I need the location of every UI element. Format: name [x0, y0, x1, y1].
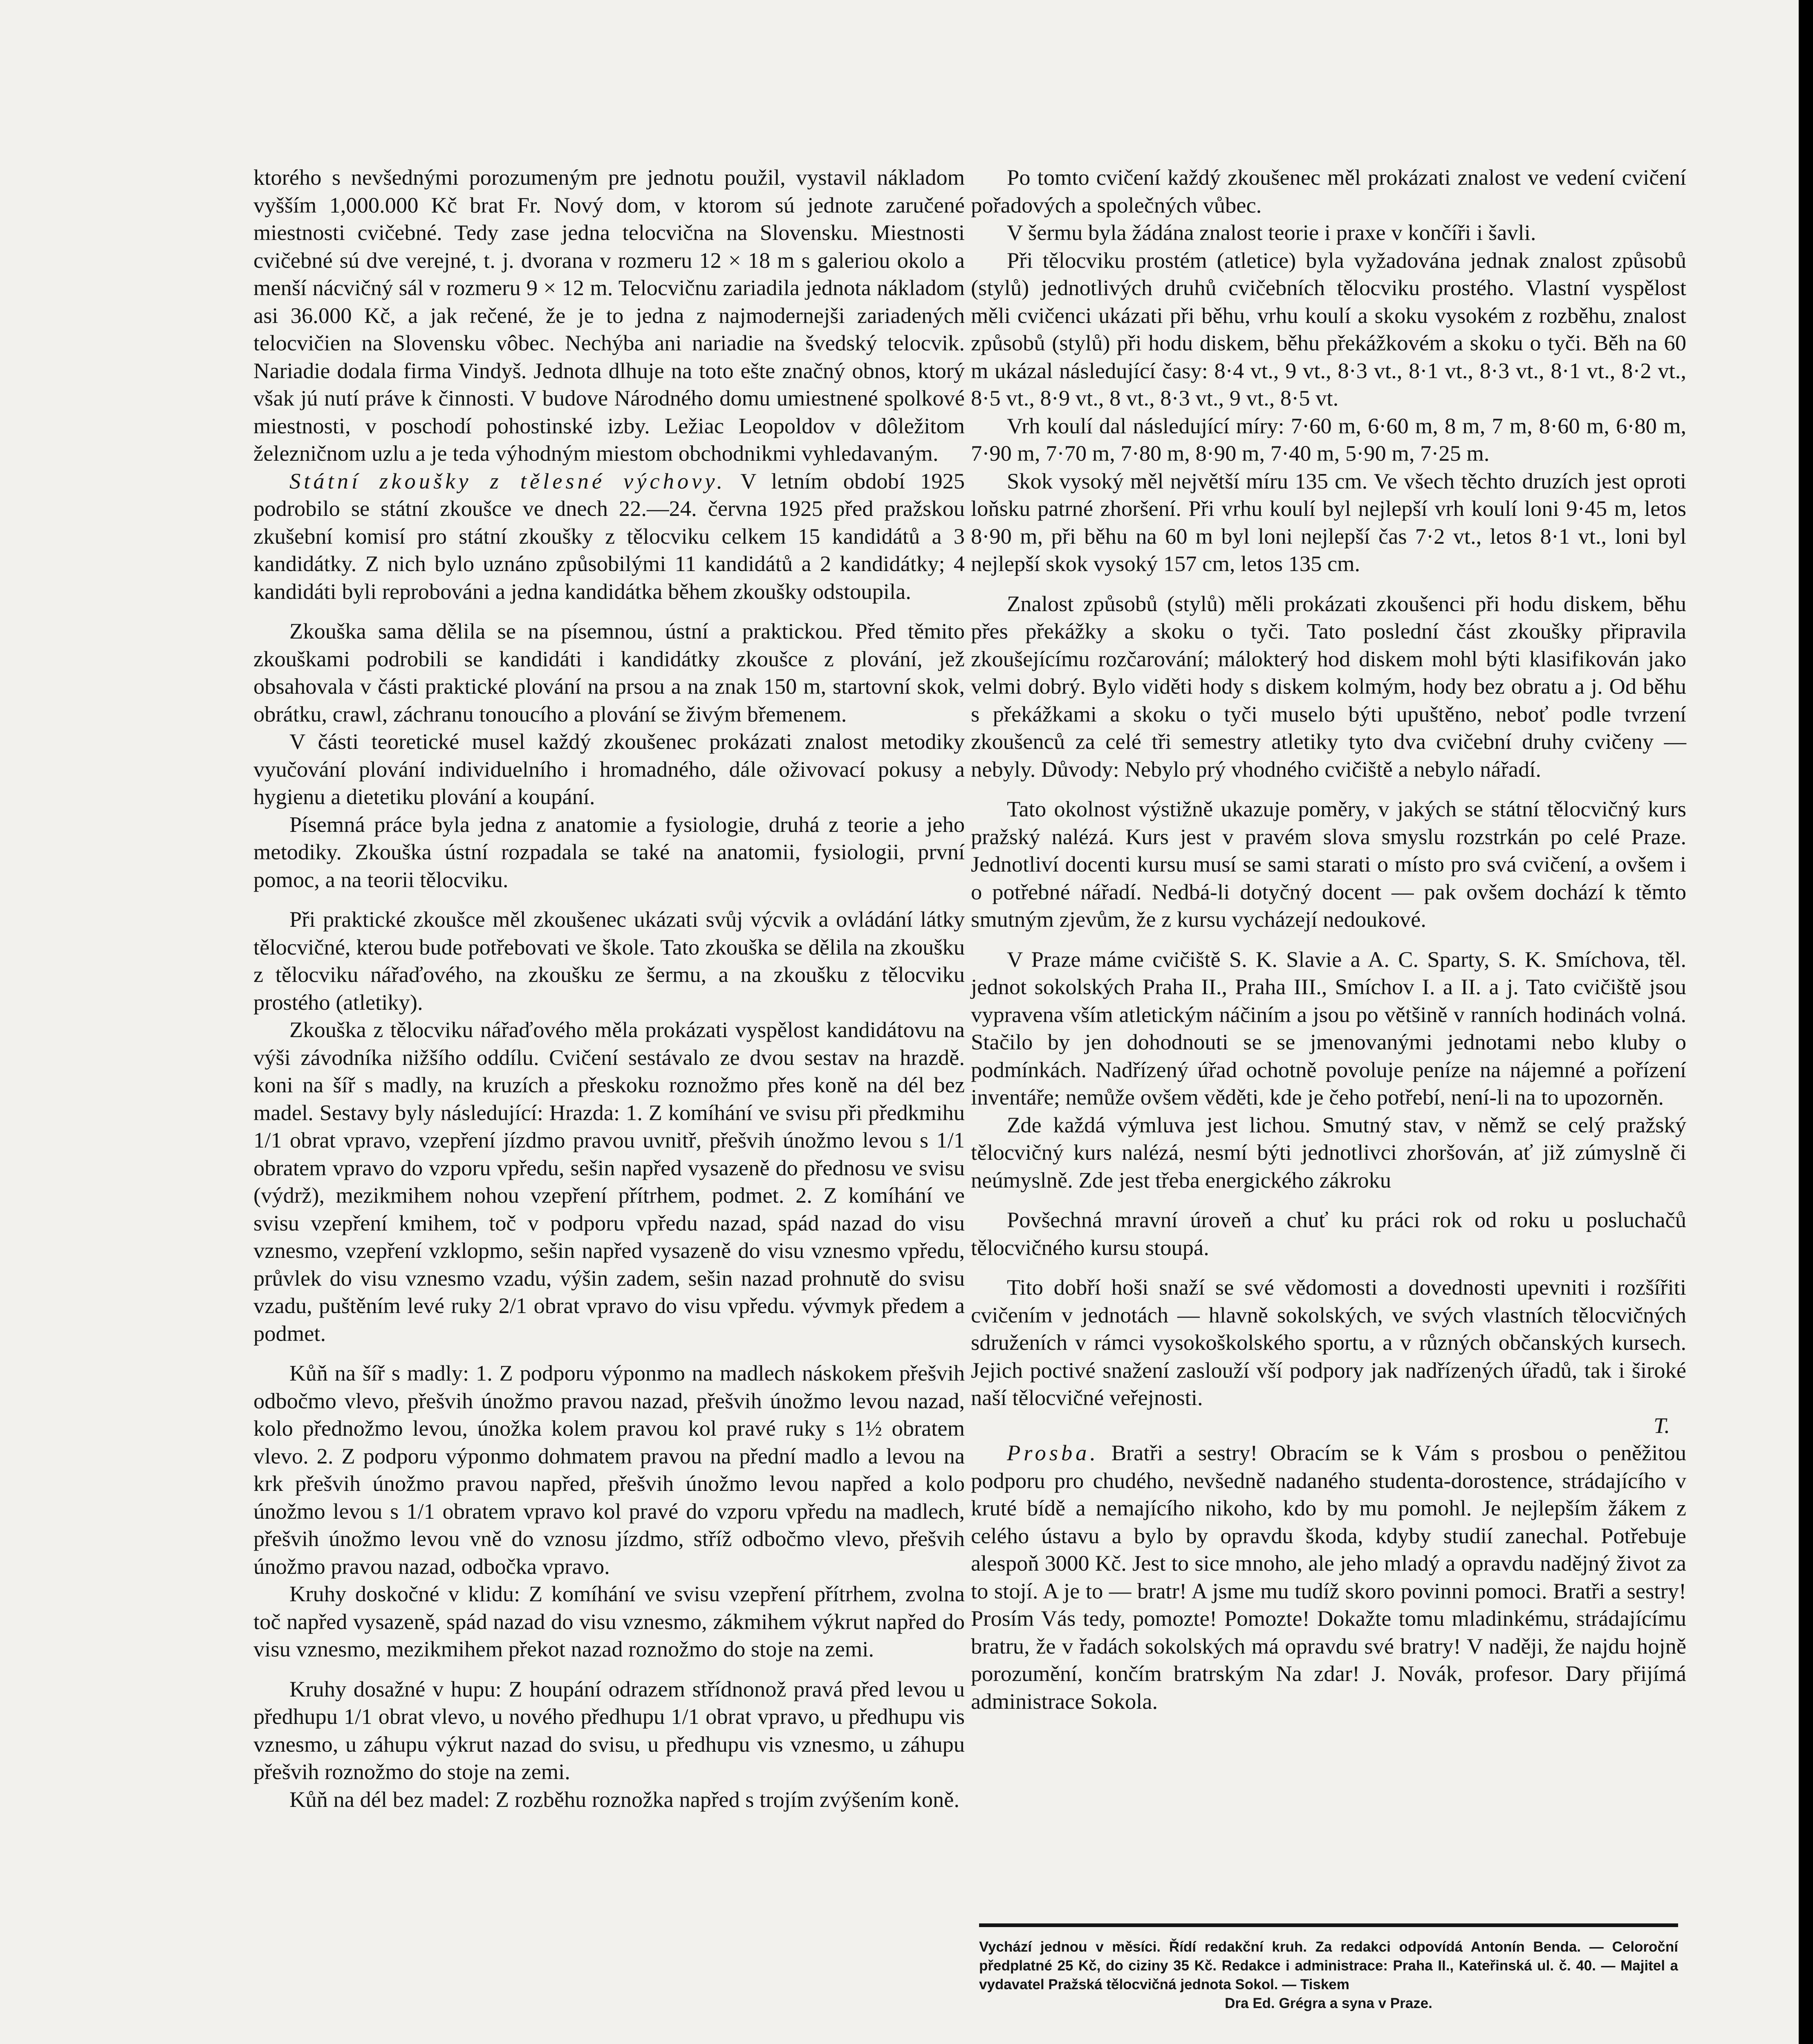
paragraph: Kruhy doskočné v klidu: Z komíhání ve svisu vzepření přítrhem, zvolna toč napřed vysazeně, spád nazad do visu vznesmo, zákmihem výkrut napřed do visu vznesmo, mezikmihem překot nazad roznožmo do stoje na zemi. — [253, 1581, 965, 1661]
paragraph: Při praktické zkoušce měl zkoušenec ukázati svůj výcvik a ovládání látky tělocvičné, kterou bude potřebovati ve škole. Tato zkouška se dělila na zkoušku z tělocviku nářaďového, na zkoušku ze šermu, a na zkoušku z tělocviku prostého (atletiky). — [253, 907, 965, 1015]
paragraph: Znalost způsobů (stylů) měli prokázati zkoušenci při hodu diskem, běhu přes překážky a skoku o tyči. Tato poslední část zkoušky připravila zkoušejícímu rozčarování; málokterý hod diskem mohl býti klasifikován jako velmi dobrý. Bylo viděti hody s diskem kolmým, hody bez obratu a j. Od běhu s překážkami a skoku o tyči muselo býti upuštěno, neboť podle tvrzení zkoušenců za celé tři semestry atletiky tyto dva cvičební druhy cvičeny — nebyly. Důvody: Nebylo prý vhodného cvičiště a nebylo nářadí. — [971, 591, 1686, 782]
paragraph: Kůň na dél bez madel: Z rozběhu roznožka napřed s trojím zvýšením koně. — [289, 1786, 959, 1812]
section-title: Státní zkoušky z tělesné výchovy. — [289, 468, 726, 493]
paragraph: Vrh koulí dal následující míry: 7·60 m, 6·60 m, 8 m, 7 m, 8·60 m, 6·80 m, 7·90 m, 7·70 m, 7·80 m, 8·90 m, 7·40 m, 5·90 m, 7·25 m. — [971, 413, 1686, 466]
paragraph: V šermu byla žádána znalost teorie i praxe v končíři i šavli. — [1007, 220, 1536, 245]
paragraph: Tito dobří hoši snaží se své vědomosti a dovednosti upevniti i rozšířiti cvičením v jednotách — hlavně sokolských, ve svých vlastních tělocvičných sdruženích v rámci vysokoškolského sportu, a v různých občanských kursech. Jejich poctivé snažení zaslouží vší podpory jak nadřízených úřadů, tak i široké naší tělocvičné veřejnosti. — [971, 1275, 1686, 1410]
paragraph: Povšechná mravní úroveň a chuť ku práci rok od roku u posluchačů tělocvičného kursu stoupá. — [971, 1207, 1686, 1260]
paragraph: ktorého s nevšednými porozumeným pre jednotu použil, vystavil nákladom vyšším 1,000.000 Kč brat Fr. Nový dom, v ktorom sú jednote zaručené miestnosti cvičebné. Tedy zase jedna telocvična na Slovensku. Miestnosti cvičebné sú dve verejné, t. j. dvorana v rozmeru 12 × 18 m s galeriou okolo a menší nácvičný sál v rozmeru 9 × 12 m. Telocvičnu zariadila jednota nákladom asi 36.000 Kč, a jak rečené, že je to jedna z najmodernejši zariadených telocvičien na Slovensku vôbec. Nechýba ani nariadie na švedský telocvik. Nariadie dodala firma Vindyš. Jednota dlhuje na toto ešte značný obnos, ktorý však jú nutí práve k činnosti. V budove Národného domu umiestnené spolkové miestnosti, v poschodí pohostinské izby. Ležiac Leopoldov v dôležitom železničnom uzlu a je teda výhodným miestom obchodnikmi vyhledavaným. — [253, 165, 965, 466]
paragraph: Po tomto cvičení každý zkoušenec měl prokázati znalost ve vedení cvičení pořadových a společných vůbec. — [971, 165, 1686, 217]
paragraph-text: V letním období 1925 podrobilo se státní zkoušce ve dnech 22.—24. června 1925 před pražskou zkušební komisí pro státní zkoušky z tělocviku celkem 15 kandidátů a 3 kandidátky. Z nich bylo uznáno způsobilými 11 kandidátů a 2 kandidátky; 4 kandidáti byli reprobováni a jedna kandidátka během zkoušky odstoupila. — [253, 468, 965, 604]
paragraph: Písemná práce byla jedna z anatomie a fysiologie, druhá z teorie a jeho metodiky. Zkouška ústní rozpadala se také na anatomii, fysiologii, první pomoc, a na teorii tělocviku. — [253, 811, 965, 892]
imprint-printer: Dra Ed. Grégra a syna v Praze. — [1225, 1995, 1432, 2011]
section-title: Prosba. — [1007, 1440, 1099, 1465]
right-column — [971, 164, 1686, 1715]
paragraph: Zde každá výmluva jest lichou. Smutný stav, v němž se celý pražský tělocvičný kurs nalézá, nesmí býti jednotlivci zhoršován, ať již zúmyslně či neúmyslně. Zde jest třeba energického zákroku — [971, 1112, 1686, 1192]
paragraph: Zkouška sama dělila se na písemnou, ústní a praktickou. Před těmito zkouškami podrobili se kandidáti i kandidátky zkoušce z plování, jež obsahovala v části praktické plování na prsou a na znak 150 m, startovní skok, obrátku, crawl, záchranu tonoucího a plování se živým břemenem. — [253, 619, 965, 726]
paragraph: Skok vysoký měl největší míru 135 cm. Ve všech těchto druzích jest oproti loňsku patrné zhoršení. Při vrhu koulí byl nejlepší vrh koulí loni 9·45 m, letos 8·90 m, při běhu na 60 m byl loni nejlepší čas 7·2 vt., letos 8·1 vt., loni byl nejlepší skok vysoký 157 cm, letos 135 cm. — [971, 468, 1686, 576]
paragraph-plea — [971, 1439, 1686, 1715]
paragraph: Kruhy dosažné v hupu: Z houpání odrazem střídnonož pravá před levou u předhupu 1/1 obrat vlevo, u nového předhupu 1/1 obrat vpravo, u předhupu vis vznesmo, u záhupu výkrut nazad do svisu, u předhupu vis vznesmo, u záhupu přešvih roznožmo do stoje na zemi. — [253, 1676, 965, 1784]
imprint — [979, 1938, 1678, 2013]
paragraph: V části teoretické musel každý zkoušenec prokázati znalost metodiky vyučování plování individuelního i hromadného, dále oživovací pokusy a hygienu a dietetiku plování a koupání. — [253, 729, 965, 809]
paragraph: Tato okolnost výstižně ukazuje poměry, v jakých se státní tělocvičný kurs pražský nalézá. Kurs jest v pravém slova smyslu rozstrkán po celé Praze. Jednotliví docenti kursu musí se sami starati o místo pro svá cvičení, a ovšem i o potřebné nářadí. Nedbá-li dotyčný docent — pak ovšem dochází k těmto smutným zjevům, že z kursu vycházejí nedoukové. — [971, 796, 1686, 932]
paragraph-text: Bratři a sestry! Obracím se k Vám s prosbou o peněžitou podporu pro chudého, nevšedně nadaného studenta-dorostence, strádajícího v kruté bídě a nemajícího nikoho, kdo by mu pomohl. Je nejlepším žákem z celého ústavu a bylo by opravdu škoda, kdyby studií zanechal. Potřebuje alespoň 3000 Kč. Jest to sice mnoho, ale jeho mladý a opravdu nadějný život za to stojí. A je to — bratr! A jsme mu tudíž skoro povinni pomoci. Bratři a sestry! Prosím Vás tedy, pomozte! Pomozte! Dokažte tomu mladinkému, strádajícímu bratru, že v řadách sokolských má opravdu své bratry! V naději, že najdu hojně porozumění, končím bratrským Na zdar! J. Novák, profesor. Dary přijímá administrace Sokola. — [971, 1440, 1686, 1714]
paragraph: V Praze máme cvičiště S. K. Slavie a A. C. Sparty, S. K. Smíchova, těl. jednot sokolských Praha II., Praha III., Smíchov I. a II. a j. Tato cvičiště jsou vypravena vším atletickým náčiním a jsou po většině v ranních hodinách volná. Stačilo by jen dohodnouti se se jmenovanými jednotami nebo kluby o podmínkách. Nadřízený úřad ochotně povoluje peníze na nájemné a pořízení inventáře; nemůže ovšem věděti, kde je čeho potřebí, není-li na to upozorněn. — [971, 946, 1686, 1109]
left-column — [253, 164, 965, 1813]
imprint-divider — [979, 1923, 1678, 1927]
imprint-text: Vychází jednou v měsíci. Řídí redakční kruh. Za redakci odpovídá Antonín Benda. — Celoroční předplatné 25 Kč, do ciziny 35 Kč. Redakce i administrace: Praha II., Kateřinská ul. č. 40. — Majitel a vydavatel Pražská tělocvičná jednota Sokol. — Tiskem — [979, 1939, 1678, 1992]
author-signature: T. — [1654, 1412, 1670, 1438]
paragraph: Zkouška z tělocviku nářaďového měla prokázati vyspělost kandidátovu na výši závodníka nižšího oddílu. Cvičení sestávalo ze dvou sestav na hrazdě. koni na šíř s madly, na kruzích a přeskoku roznožmo přes koně na dél bez madel. Sestavy byly následující: Hrazda: 1. Z komíhání ve svisu při předkmihu 1/1 obrat vpravo, vzepření jízdmo pravou uvnitř, přešvih únožmo levou s 1/1 obratem vpravo do vzporu vpředu, sešin napřed vysazeně do přednosu ve svisu (výdrž), mezikmihem nohou vzepření přítrhem, podmet. 2. Z komíhání ve svisu vzepření kmihem, toč v podporu vpředu nazad, spád nazad do visu vznesmo, vzepření vzklopmo, sešin napřed vysazeně do visu vznesmo vpředu, průvlek do visu vznesmo vzadu, výšin zadem, sešin nazad prohnutě do svisu vzadu, puštěním levé ruky 2/1 obrat vpravo do visu vpředu. vývmyk předem a podmet. — [253, 1017, 965, 1346]
paragraph-state-exams — [253, 467, 965, 605]
paragraph: Kůň na šíř s madly: 1. Z podporu výponmo na madlech náskokem přešvih odbočmo vlevo, přešvih únožmo pravou nazad, přešvih únožmo levou nazad, kolo přednožmo levou, únožka kolem pravou kol pravé ruky s 1½ obratem vlevo. 2. Z podporu výponmo dohmatem pravou na přední madlo a levou na krk přešvih únožmo pravou napřed, přešvih únožmo levou napřed a kolo únožmo levou s 1/1 obratem vpravo kol pravé do vzporu vpředu na madlech, přešvih únožmo levou vně do vznosu jízdmo, stříž odbočmo vlevo, přešvih únožmo pravou nazad, odbočka vpravo. — [253, 1360, 965, 1579]
paragraph: Při tělocviku prostém (atletice) byla vyžadována jednak znalost způsobů (stylů) jednotlivých druhů cvičebních tělocviku prostého. Vlastní vyspělost měli cvičenci ukázati při běhu, vrhu koulí a skoku vysokém z rozběhu, znalost způsobů (stylů) při hodu diskem, běhu překážkovém a skoku o tyči. Běh na 60 m ukázal následující časy: 8·4 vt., 9 vt., 8·3 vt., 8·1 vt., 8·3 vt., 8·1 vt., 8·2 vt., 8·5 vt., 8·9 vt., 8 vt., 8·3 vt., 9 vt., 8·5 vt. — [971, 247, 1686, 410]
